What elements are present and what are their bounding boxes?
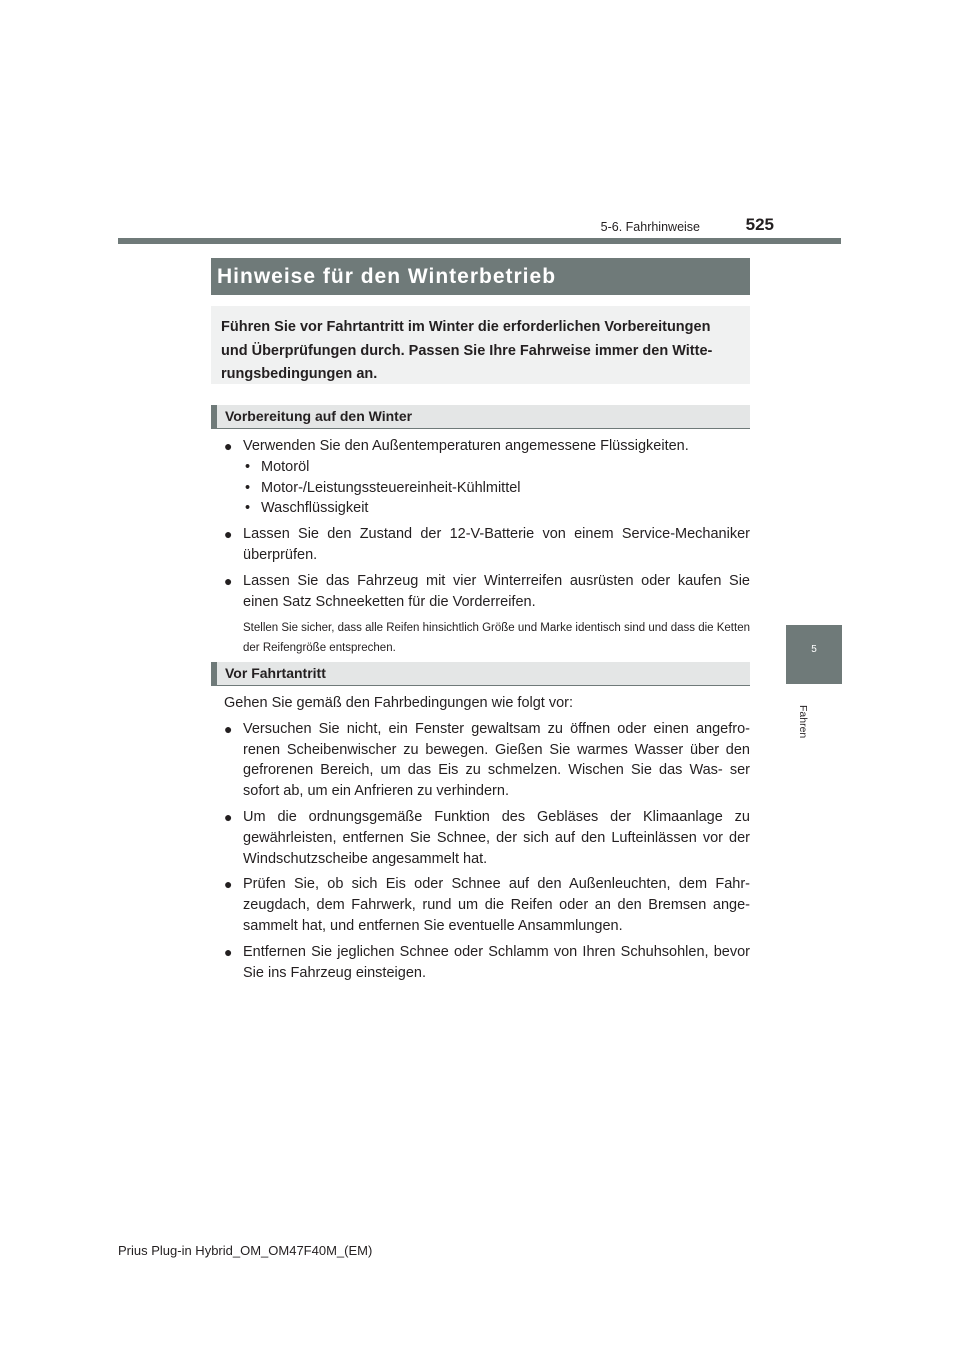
bullet-icon: ● <box>224 572 233 589</box>
chapter-label: Fahren <box>797 705 809 739</box>
sub-bullet-icon: • <box>245 479 251 496</box>
bullet-icon: ● <box>224 720 233 737</box>
list-item: ● Um die ordnungsgemäße Funktion des Gebläses der Klimaanlage zu gewährleisten, entfernen Sie Schnee, der sich auf den Lufteinlässen vor der Windschutzscheibe angesammelt hat. <box>224 808 750 867</box>
list-item: ● Verwenden Sie den Außentemperaturen angemessene Flüssigkeiten. <box>224 436 750 457</box>
title-bar <box>211 258 750 295</box>
sub-bullet-icon: • <box>245 458 251 475</box>
chapter-number: 5 <box>811 644 817 655</box>
footer-model-code: Prius Plug-in Hybrid_OM_OM47F40M_(EM) <box>118 1243 373 1258</box>
bullet-icon: ● <box>224 943 233 960</box>
list-item: ● Lassen Sie den Zustand der 12-V-Batterie von einem Service-Mechaniker überprüfen. <box>224 526 750 563</box>
section-winter-content <box>224 436 750 658</box>
section-heading-before-driving: Vor Fahrtantritt <box>211 662 750 686</box>
page-number: 525 <box>745 215 774 234</box>
list-item: ● Entfernen Sie jeglichen Schnee oder Schlamm von Ihren Schuhsohlen, bevor Sie ins Fahrzeug einsteigen. <box>224 943 750 981</box>
list-item: ● Prüfen Sie, ob sich Eis oder Schnee auf den Außenleuchten, dem Fahr- zeugdach, dem Fahrwerk, rund um die Reifen oder an den Bremsen ange- sammelt hat, und entfernen Sie eventuelle Ansammlungen. <box>224 876 750 934</box>
section-before-driving-content <box>224 693 750 983</box>
lead-text: Gehen Sie gemäß den Fahrbedingungen wie folgt vor: <box>224 695 574 711</box>
chapter-tab <box>786 625 842 684</box>
bullet-icon: ● <box>224 876 233 893</box>
list-item: ● Versuchen Sie nicht, ein Fenster gewaltsam zu öffnen oder einen angefro- renen Scheibenwischer zu bewegen. Gießen Sie warmes Wasser über den gefrorenen Bereich, um das Eis zu schmelzen. Wischen Sie das Was- ser sofort ab, um ein Anfrieren zu verhindern. <box>224 720 750 800</box>
section-heading-winter: Vorbereitung auf den Winter <box>211 405 750 429</box>
bullet-icon: ● <box>224 526 233 543</box>
intro-box: Führen Sie vor Fahrtantritt im Winter die erforderlichen Vorbereitungen und Überprüfungen durch. Passen Sie Ihre Fahrweise immer den Witte- rungsbedingungen an. <box>211 306 750 384</box>
sub-list-item: • Waschflüssigkeit <box>224 498 750 519</box>
page-title: Hinweise für den Winterbetrieb <box>217 265 557 288</box>
note-text: Stellen Sie sicher, dass alle Reifen hinsichtlich Größe und Marke identisch sind und dass die Ketten der Reifengröße entsprechen. <box>243 622 750 655</box>
sub-list-item: • Motor-/Leistungssteuereinheit-Kühlmittel <box>224 478 750 499</box>
bullet-icon: ● <box>224 808 233 825</box>
sub-list-item: • Motoröl <box>224 457 750 478</box>
header-rule <box>118 238 841 244</box>
list-item: ● Lassen Sie das Fahrzeug mit vier Winterreifen ausrüsten oder kaufen Sie einen Satz Schneeketten für die Vorderreifen. <box>224 572 750 610</box>
sub-bullet-icon: • <box>245 500 251 517</box>
section-label: 5-6. Fahrhinweise <box>600 220 700 234</box>
bullet-icon: ● <box>224 438 233 454</box>
